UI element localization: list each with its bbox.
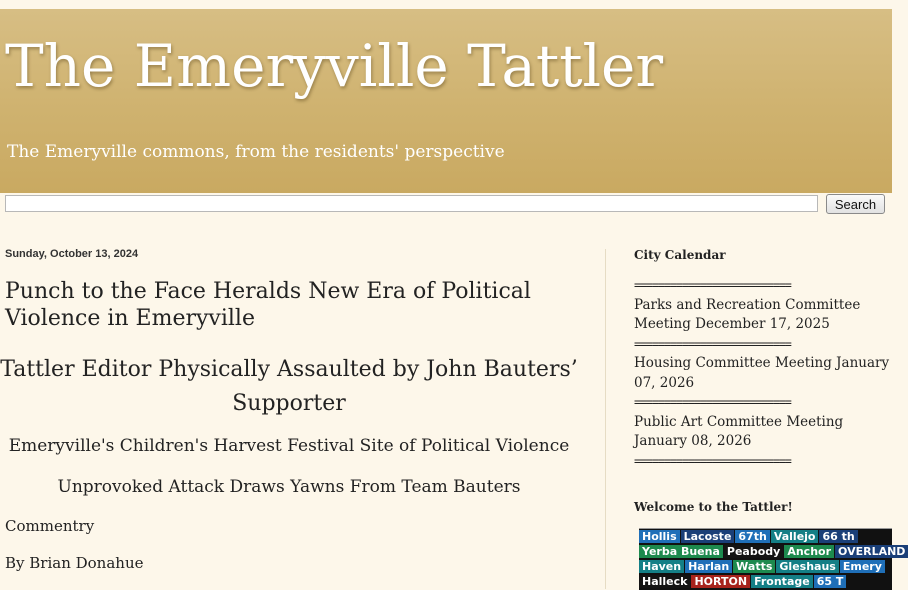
street-sign: Emery — [840, 560, 885, 573]
calendar-separator: ========================== — [634, 336, 791, 351]
post-subhead-3: Unprovoked Attack Draws Yawns From Team Bauters — [57, 477, 521, 497]
street-sign: Yerba Buena — [639, 545, 723, 558]
street-sign: Gleshaus — [776, 560, 838, 573]
search-button[interactable]: Search — [826, 194, 885, 214]
calendar-separator: ========================== — [634, 453, 791, 468]
street-signs-collage-image[interactable] — [639, 528, 906, 590]
site-title[interactable]: The Emeryville Tattler — [5, 32, 664, 100]
street-sign: Vallejo — [771, 530, 819, 543]
street-sign: Watts — [733, 560, 775, 573]
post-byline: By Brian Donahue — [5, 554, 144, 572]
sign-row — [639, 544, 906, 559]
street-sign: Harlan — [685, 560, 732, 573]
street-sign: OVERLAND — [835, 545, 908, 558]
search-bar — [0, 193, 892, 219]
street-sign: Frontage — [751, 575, 813, 588]
welcome-widget-title: Welcome to the Tattler! — [634, 500, 793, 514]
site-description: The Emeryville commons, from the residents' perspective — [7, 142, 505, 162]
calendar-list — [634, 276, 890, 471]
street-sign: 66 th — [819, 530, 857, 543]
blog-header — [0, 9, 892, 193]
calendar-widget-title: City Calendar — [634, 248, 726, 262]
column-divider — [605, 249, 606, 589]
post-subhead-2: Emeryville's Children's Harvest Festival Site of Political Violence — [8, 436, 570, 456]
calendar-separator: ========================== — [634, 395, 791, 409]
sign-row — [639, 529, 892, 544]
calendar-event: Housing Committee Meeting January 07, 2026 — [634, 355, 890, 391]
street-sign: Anchor — [784, 545, 834, 558]
street-sign: 65 T — [814, 575, 847, 588]
calendar-separator: ========================== — [634, 278, 791, 292]
calendar-event: Parks and Recreation Committee Meeting December 17, 2025 — [634, 296, 861, 332]
top-strip — [0, 0, 892, 9]
sign-row — [639, 574, 892, 589]
search-input[interactable] — [5, 195, 818, 212]
calendar-event: Public Art Committee Meeting January 08, 2026 — [634, 413, 844, 449]
street-sign: 67th — [735, 530, 769, 543]
post-subhead-1: Tattler Editor Physically Assaulted by John Bauters’ Supporter — [0, 357, 578, 416]
street-sign: Peabody — [724, 545, 783, 558]
post-paragraph-1: Commentry — [5, 517, 95, 535]
street-sign: Hollis — [639, 530, 680, 543]
street-sign: Halleck — [639, 575, 690, 588]
post-date: Sunday, October 13, 2024 — [5, 248, 139, 260]
post-title[interactable]: Punch to the Face Heralds New Era of Political Violence in Emeryville — [5, 279, 531, 331]
street-sign: HORTON — [691, 575, 750, 588]
street-sign: Haven — [639, 560, 684, 573]
sign-row — [639, 559, 892, 574]
street-sign: Lacoste — [681, 530, 735, 543]
